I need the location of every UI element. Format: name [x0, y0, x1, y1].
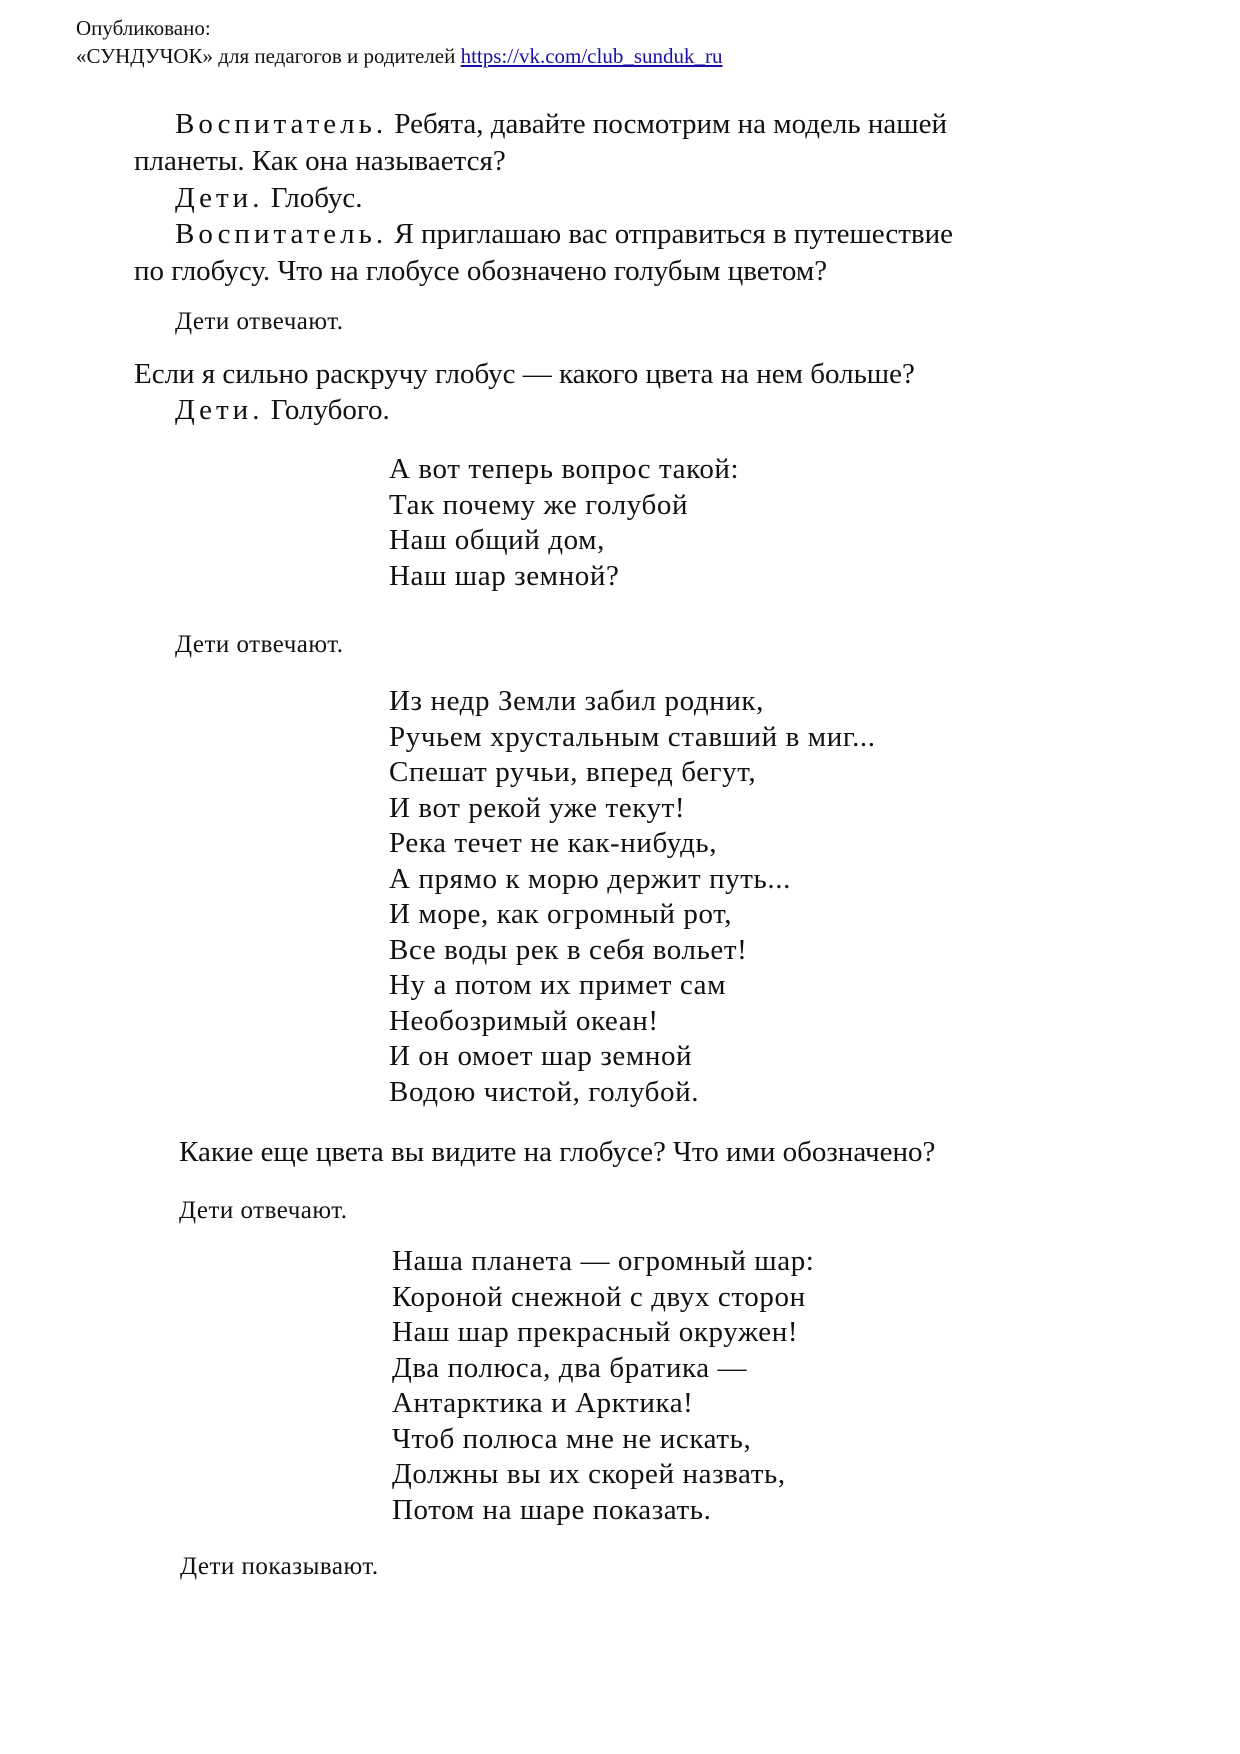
poem-line: Так почему же голубой: [389, 488, 689, 521]
poem-line: Потом на шаре показать.: [392, 1493, 712, 1526]
poem-line: Из недр Земли забил родник,: [389, 685, 764, 717]
paragraph-5: Дети. Голубого.: [175, 394, 390, 426]
speaker-children: Дети.: [175, 182, 264, 214]
poem-line: И вот рекой уже текут!: [389, 791, 686, 824]
stage-direction-1: Дети отвечают.: [175, 308, 344, 335]
question-2: Какие еще цвета вы видите на глобусе? Что ими обозначено?: [179, 1136, 936, 1168]
poem-line: Наш общий дом,: [389, 524, 605, 556]
poem-line: Наша планета — огромный шар:: [392, 1245, 815, 1277]
source-line: [76, 42, 723, 70]
poem-line: Необозримый океан!: [389, 1004, 659, 1037]
poem-line: Чтоб полюса мне не искать,: [392, 1422, 752, 1455]
poem-2: [389, 684, 876, 1110]
speaker-children: Дети.: [175, 394, 264, 426]
poem-line: Короной снежной с двух сторон: [392, 1280, 806, 1313]
poem-line: Река течет не как-нибудь,: [389, 827, 718, 859]
poem-line: Ручьем хрустальным ставший в миг...: [389, 720, 876, 753]
paragraph-3: Воспитатель. Я приглашаю вас отправиться в путешествие по глобусу. Что на глобусе обозначено голубым цветом?: [134, 218, 954, 287]
stage-direction-4: Дети показывают.: [180, 1553, 379, 1580]
poem-line: А вот теперь вопрос такой:: [389, 453, 740, 485]
poem-1: [389, 452, 739, 594]
poem-line: Наш шар земной?: [389, 559, 620, 592]
poem-line: Спешат ручьи, вперед бегут,: [389, 756, 757, 788]
paragraph-2: Дети. Глобус.: [175, 182, 363, 214]
poem-line: А прямо к морю держит путь...: [389, 862, 791, 895]
poem-line: И море, как огромный рот,: [389, 898, 733, 930]
publication-header: [76, 14, 723, 70]
published-label: Опубликовано:: [76, 16, 211, 40]
source-link[interactable]: https://vk.com/club_sunduk_ru: [460, 44, 723, 68]
poem-line: Водою чистой, голубой.: [389, 1075, 700, 1108]
poem-line: Наш шар прекрасный окружен!: [392, 1316, 799, 1348]
speaker-teacher: Воспитатель.: [175, 108, 388, 140]
poem-3: [392, 1244, 814, 1528]
paragraph-4: Если я сильно раскручу глобус — какого цвета на нем больше?: [134, 358, 915, 390]
stage-direction-3: Дети отвечают.: [179, 1197, 348, 1224]
poem-line: И он омоет шар земной: [389, 1040, 693, 1072]
paragraph-1: Воспитатель. Ребята, давайте посмотрим на модель нашей планеты. Как она называется?: [134, 108, 947, 177]
stage-direction-2: Дети отвечают.: [175, 631, 344, 658]
poem-line: Антарктика и Арктика!: [392, 1387, 694, 1419]
poem-line: Два полюса, два братика —: [392, 1351, 748, 1384]
poem-line: Все воды рек в себя вольет!: [389, 933, 748, 966]
speaker-teacher: Воспитатель.: [175, 218, 388, 250]
source-text: «СУНДУЧОК» для педагогов и родителей: [76, 44, 461, 68]
poem-line: Должны вы их скорей назвать,: [392, 1458, 786, 1490]
poem-line: Ну а потом их примет сам: [389, 969, 727, 1001]
